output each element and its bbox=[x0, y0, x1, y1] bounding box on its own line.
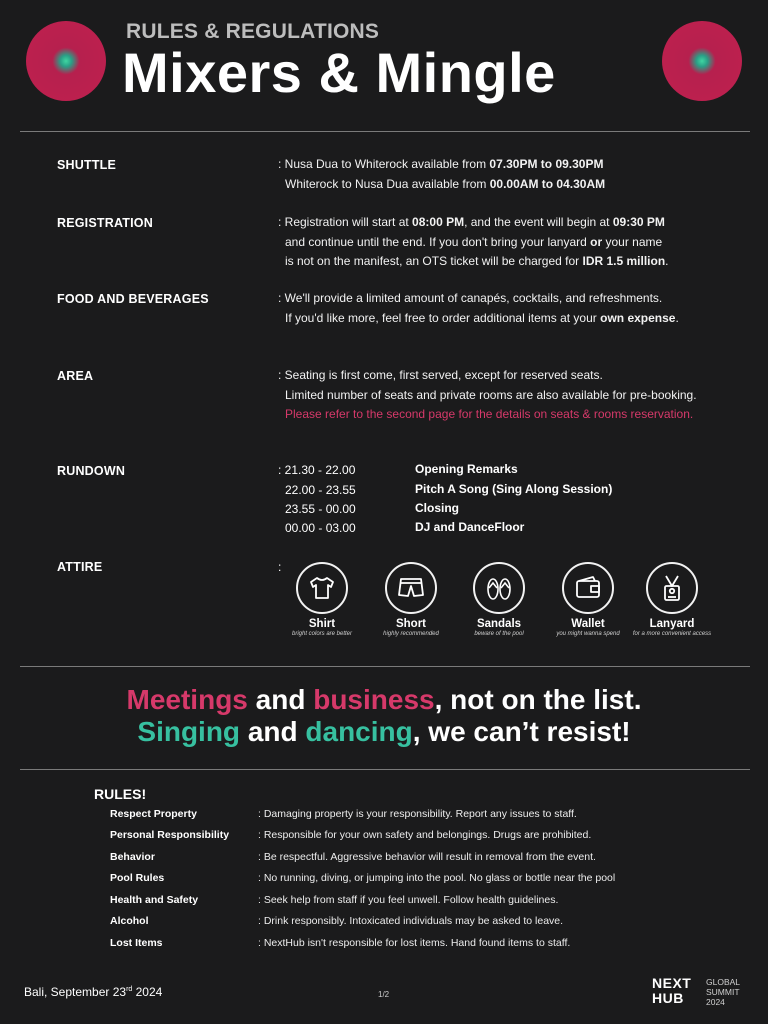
section-label-registration: REGISTRATION bbox=[57, 216, 153, 230]
rundown-time: 22.00 - 23.55 bbox=[285, 483, 356, 497]
shirt-icon bbox=[307, 573, 337, 603]
reservation-note: Please refer to the second page for the details on seats & rooms reservation. bbox=[285, 407, 694, 421]
footer-date: Bali, September 23rd 2024 bbox=[24, 985, 163, 999]
food-details: : We'll provide a limited amount of canapés, cocktails, and refreshments. If you'd like more, feel free to order additional items at your own expense. bbox=[278, 291, 679, 325]
sandals-icon bbox=[484, 573, 514, 603]
wallet-icon bbox=[573, 573, 603, 603]
rule-key: Alcohol bbox=[110, 915, 149, 927]
lanyard-icon bbox=[657, 573, 687, 603]
section-label-shuttle: SHUTTLE bbox=[57, 158, 117, 172]
rundown-activity: Opening Remarks bbox=[415, 462, 518, 476]
area-details: : Seating is first come, first served, except for reserved seats. Limited number of seats and private rooms are also available for pre-booking. Please refer to the second page for the details on seats & rooms reservation. bbox=[278, 366, 697, 425]
shuttle-details: : Nusa Dua to Whiterock available from 07.30PM to 09.30PM Whiterock to Nusa Dua available from 00.00AM to 04.30AM bbox=[278, 157, 606, 191]
rule-key: Respect Property bbox=[110, 808, 197, 820]
decorative-circle-right bbox=[662, 21, 742, 101]
nexthub-logo: NEXT HUB GLOBAL SUMMIT 2024 bbox=[652, 975, 741, 1007]
attire-item-shirt: Shirt bright colors are better bbox=[277, 562, 367, 637]
attire-item-sandals: Sandals beware of the pool bbox=[454, 562, 544, 637]
rule-value: : No running, diving, or jumping into the pool. No glass or bottle near the pool bbox=[258, 872, 616, 884]
page-subtitle: RULES & REGULATIONS bbox=[126, 20, 380, 43]
page-number: 1/2 bbox=[378, 990, 390, 999]
rule-value: : Damaging property is your responsibility. Report any issues to staff. bbox=[258, 808, 577, 820]
rundown-time: 23.55 - 00.00 bbox=[285, 502, 356, 516]
rule-key: Health and Safety bbox=[110, 894, 199, 906]
section-label-attire: ATTIRE bbox=[57, 560, 103, 574]
rules-heading: RULES! bbox=[94, 786, 147, 802]
rule-value: : NextHub isn't responsible for lost items. Hand found items to staff. bbox=[258, 937, 571, 949]
section-label-food: FOOD AND BEVERAGES bbox=[57, 292, 209, 306]
slogan-line-2: Singing and dancing, we can’t resist! bbox=[137, 716, 631, 747]
decorative-circle-left bbox=[26, 21, 106, 101]
rule-value: : Drink responsibly. Intoxicated individuals may be asked to leave. bbox=[258, 915, 564, 927]
summit-label: GLOBAL SUMMIT 2024 bbox=[706, 977, 741, 1007]
rundown-activity: Closing bbox=[415, 501, 459, 515]
attire-item-short: Short highly recommended bbox=[366, 562, 456, 637]
rundown-time: : 21.30 - 22.00 bbox=[278, 463, 356, 477]
rundown-activity: Pitch A Song (Sing Along Session) bbox=[415, 482, 613, 496]
page-title: Mixers & Mingle bbox=[122, 41, 556, 104]
divider-middle bbox=[20, 666, 750, 667]
attire-colon: : bbox=[278, 560, 282, 574]
rule-value: : Be respectful. Aggressive behavior will result in removal from the event. bbox=[258, 851, 596, 863]
registration-details: : Registration will start at 08:00 PM, and the event will begin at 09:30 PM and continue until the end. If you don't bring your lanyard or your name is not on the manifest, an OTS ticket will be charged for IDR 1.5 million. bbox=[278, 215, 669, 268]
attire-item-lanyard: Lanyard for a more convenient access bbox=[627, 562, 717, 637]
attire-item-wallet: Wallet you might wanna spend bbox=[543, 562, 633, 637]
rule-key: Lost Items bbox=[110, 937, 163, 949]
divider-bottom bbox=[20, 769, 750, 770]
rule-key: Pool Rules bbox=[110, 872, 165, 884]
rundown-activity: DJ and DanceFloor bbox=[415, 520, 525, 534]
rule-key: Behavior bbox=[110, 851, 155, 863]
rule-value: : Seek help from staff if you feel unwell. Follow health guidelines. bbox=[258, 894, 559, 906]
slogan-line-1: Meetings and business, not on the list. bbox=[126, 684, 642, 715]
rundown-time: 00.00 - 03.00 bbox=[285, 521, 356, 535]
divider-top bbox=[20, 131, 750, 132]
rule-key: Personal Responsibility bbox=[110, 829, 230, 841]
shorts-icon bbox=[396, 573, 426, 603]
rule-value: : Responsible for your own safety and belongings. Drugs are prohibited. bbox=[258, 829, 592, 841]
section-label-area: AREA bbox=[57, 369, 94, 383]
section-label-rundown: RUNDOWN bbox=[57, 464, 126, 478]
